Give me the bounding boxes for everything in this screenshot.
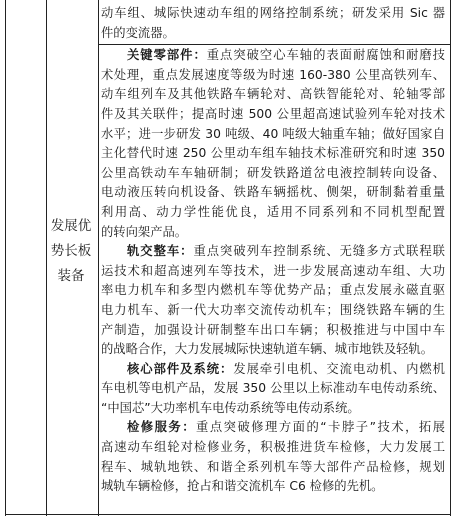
section-text: 重点突破修理方面的“卡脖子”技术，拓展 bbox=[196, 420, 445, 435]
text-line: 件及其关联件；提高时速 500 公里超高速试验列车轮对技术 bbox=[101, 106, 445, 121]
text-line: 的战略合作，大力发展城际快速轨道车辆、城市地铁及轻轨。 bbox=[101, 342, 434, 357]
row-label bbox=[48, 214, 94, 289]
section-text: 重点突破空心车轴的表面耐腐蚀和耐磨技 bbox=[206, 48, 445, 63]
table-border-left bbox=[5, 0, 6, 516]
text-line: 动车组列车及其他铁路车辆轮对、高铁智能轮对、轮轴零部 bbox=[101, 87, 445, 102]
section-first-line bbox=[101, 418, 445, 438]
section-text: 发展牵引电机、交流电动机、内燃机 bbox=[233, 361, 445, 376]
text-line: 利用高、动力学性能优良，适用不同系列和不同机型配置 bbox=[101, 204, 445, 219]
text-line: 程车、城轨地铁、和谐全系列机车等大部件产品检修，规划 bbox=[101, 459, 445, 474]
text-line: 产制造，加强设计研制整车出口车辆；积极推进与中国中车 bbox=[101, 322, 445, 337]
section-title: 关键零部件： bbox=[127, 48, 207, 63]
column-divider-2 bbox=[98, 0, 99, 516]
text-line: 运技术和超高速列车等技术，进一步发展高速动车组、大功 bbox=[101, 263, 445, 278]
table-border-right bbox=[450, 0, 451, 516]
text-line: 的转向架产品。 bbox=[101, 224, 188, 239]
section-title: 核心部件及系统： bbox=[127, 361, 234, 376]
row-label-line: 发展优 bbox=[50, 218, 92, 234]
section-title: 轨交整车： bbox=[127, 244, 194, 259]
text-line: 动车组、城际快速动车组的网络控制系统；研发采用 Sic 器 bbox=[101, 6, 445, 20]
text-line: 主化替代时速 250 公里动车组车轴技术标准研究和时速 350 bbox=[101, 146, 445, 161]
column-divider-1 bbox=[46, 0, 47, 516]
row-label-line: 势长板 bbox=[50, 243, 92, 259]
text-line: 高速动车组轮对检修业务，积极推进货车检修，大力发展工 bbox=[101, 440, 445, 455]
row-label-line: 装备 bbox=[57, 268, 85, 284]
text-line: 公里高铁动车车轴研制；研发铁路道岔电液控制转向设备、 bbox=[101, 165, 445, 180]
text-line: 术处理，重点发展速度等级为时速 160-380 公里高铁列车、 bbox=[101, 67, 445, 82]
section-text: 重点突破列车控制系统、无缝多方式联程联 bbox=[193, 244, 445, 259]
section-title: 检修服务： bbox=[127, 420, 197, 435]
section-first-line bbox=[101, 360, 445, 380]
text-line: 件的变流器。 bbox=[101, 25, 175, 40]
text-line: 电力机车、新一代大功率交流传动机车；围绕铁路车辆的生 bbox=[101, 302, 445, 317]
content-cell bbox=[101, 4, 445, 497]
text-line: 水平；进一步研发 30 吨级、40 吨级大轴重车轴；做好国家自 bbox=[101, 126, 445, 141]
section-first-line bbox=[101, 46, 445, 66]
text-line: 电动液压转向机设备、铁路车辆摇枕、侧架，研制黏着重量 bbox=[101, 185, 445, 200]
text-line: 城轨车辆检修，抢占和谐交流机车 C6 检修的先机。 bbox=[101, 479, 384, 494]
text-line: 车电机等电机产品，发展 350 公里以上标准动车电传动系统、 bbox=[101, 381, 445, 396]
section-first-line bbox=[101, 242, 445, 262]
table-border-bottom bbox=[5, 514, 451, 515]
text-line: 率电力机车和多型内燃机车等优势产品；重点发展永磁直驱 bbox=[101, 283, 445, 298]
text-line: “中国芯”大功率机车电传动系统等电传动系统。 bbox=[101, 400, 360, 415]
